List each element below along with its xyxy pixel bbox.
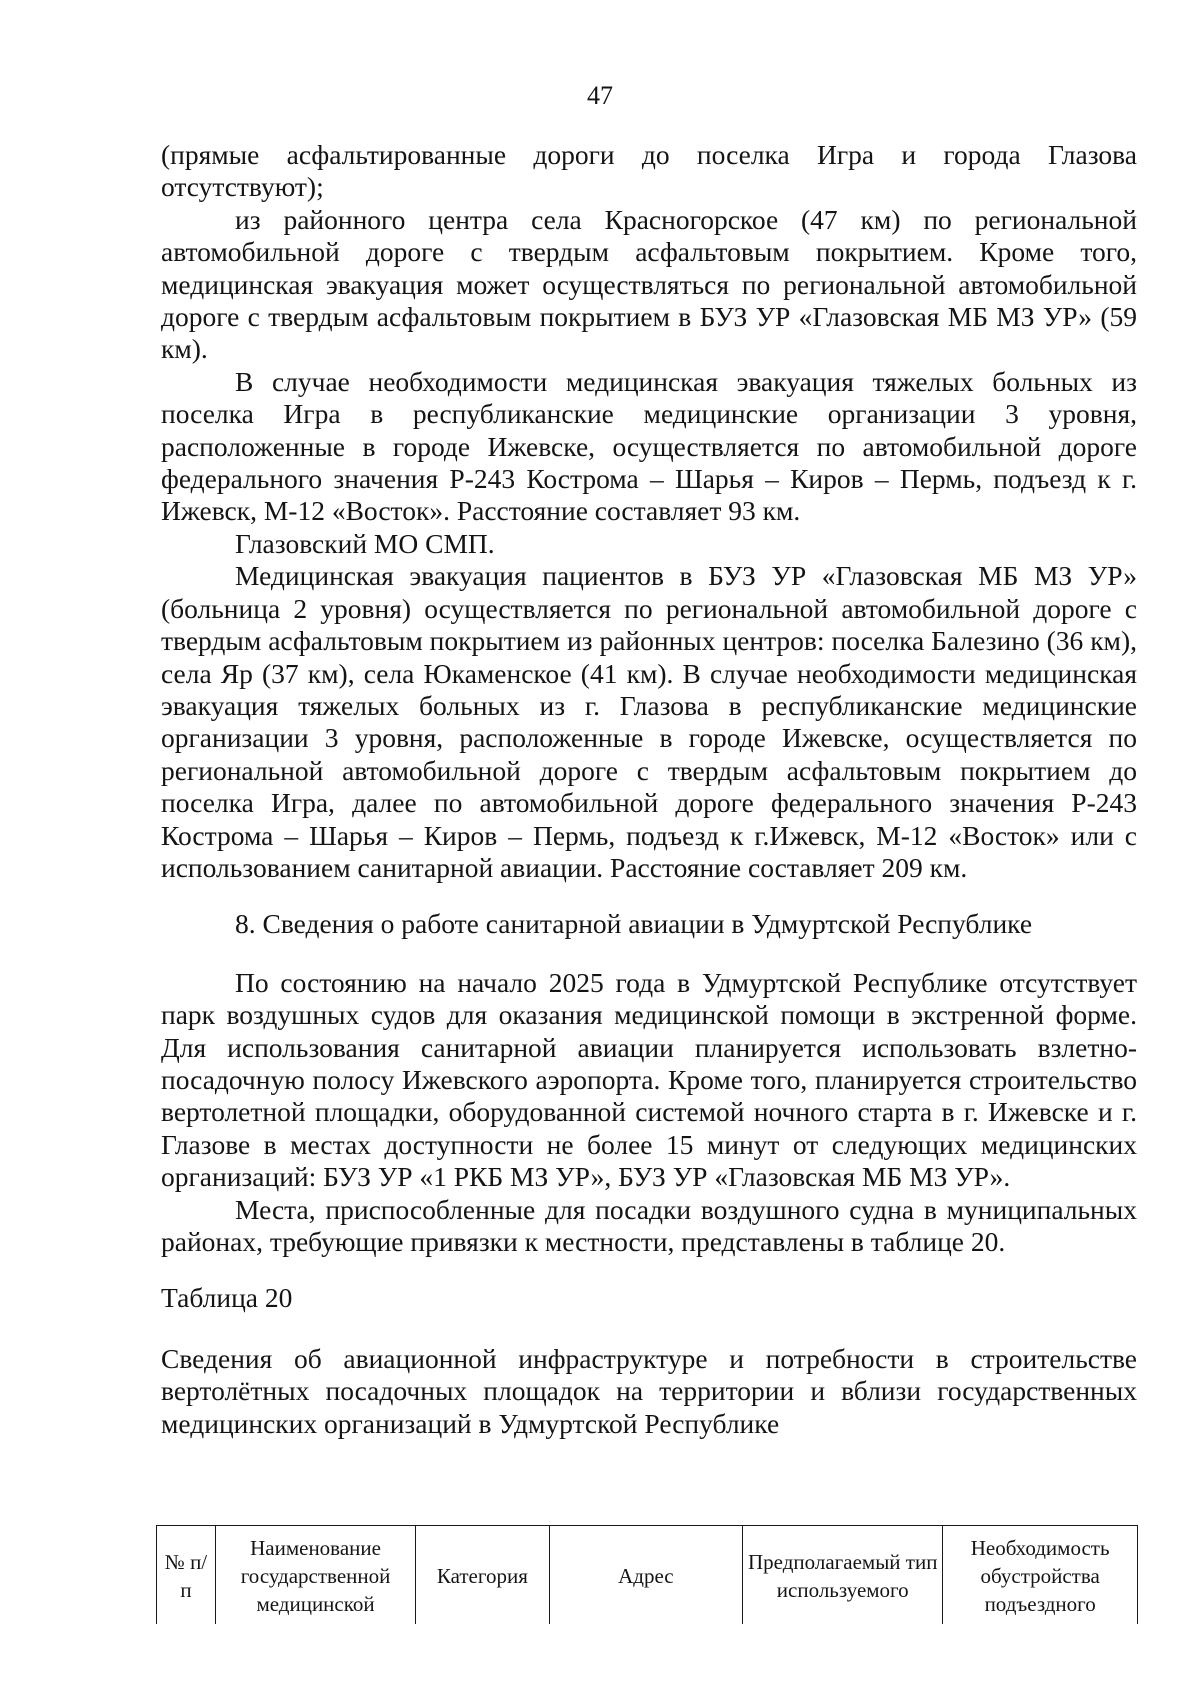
section-heading: 8. Сведения о работе санитарной авиации в Удмуртской Республике [235, 908, 1033, 940]
table-title: Сведения об авиационной инфраструктуре и потребности в строительстве вертолётных посадочных площадок на территории и вблизи государственных медицинских организаций в Удмуртской Республике [161, 1342, 1137, 1439]
table-label: Таблица 20 [161, 1282, 293, 1314]
table-header-cell: Наименование государственной медицинской [215, 1526, 415, 1625]
table-header-cell: Предполагаемый тип используемого [743, 1526, 943, 1625]
paragraph: Медицинская эвакуация пациентов в БУЗ УР «Глазовская МБ МЗ УР» (больница 2 уровня) осуществляется по региональной автомобильной дороге с твердым асфальтовым покрытием из районных центров: поселка Балезино (36 км), села Яр (37 км), села Юкаменское (41 км). В случае необходимости медицинская эвакуация тяжелых больных из г. Глазова в республиканские медицинские организации 3 уровня, расположенные в городе Ижевске, осуществляется по региональной автомобильной дороге с твердым асфальтовым покрытием до поселка Игра, далее по автомобильной дороге федерального значения Р-243 Кострома – Шарья – Киров – Пермь, подъезд к г.Ижевск, М-12 «Восток» или с использованием санитарной авиации. Расстояние составляет 209 км. [161, 560, 1137, 883]
paragraph: (прямые асфальтированные дороги до поселка Игра и города Глазова отсутствуют); [161, 139, 1137, 203]
table-header-row [157, 1526, 1138, 1625]
table-header-cell: Адрес [549, 1526, 743, 1625]
table-header-cell: № п/п [157, 1526, 216, 1625]
paragraph: В случае необходимости медицинская эвакуация тяжелых больных из поселка Игра в республиканские медицинские организации 3 уровня, расположенные в городе Ижевске, осуществляется по автомобильной дороге федерального значения Р-243 Кострома – Шарья – Киров – Пермь, подъезд к г. Ижевск, М-12 «Восток». Расстояние составляет 93 км. [161, 365, 1137, 527]
page-number: 47 [587, 81, 613, 110]
paragraph: По состоянию на начало 2025 года в Удмуртской Республике отсутствует парк воздушных судов для оказания медицинской помощи в экстренной форме. Для использования санитарной авиации планируется использовать взлетно-посадочную полосу Ижевского аэропорта. Кроме того, планируется строительство вертолетной площадки, оборудованной системой ночного старта в г. Ижевске и г. Глазове в местах доступности не более 15 минут от следующих медицинских организаций: БУЗ УР «1 РКБ МЗ УР», БУЗ УР «Глазовская МБ МЗ УР». [161, 966, 1137, 1193]
paragraph: Глазовский МО СМП. [235, 527, 495, 559]
table-header-cell: Категория [416, 1526, 549, 1625]
aviation-infrastructure-table [156, 1525, 1138, 1624]
paragraph: Места, приспособленные для посадки воздушного судна в муниципальных районах, требующие привязки к местности, представлены в таблице 20. [161, 1193, 1137, 1257]
table-container [156, 1525, 1138, 1682]
paragraph: из районного центра села Красногорское (47 км) по региональной автомобильной дороге с твердым асфальтовым покрытием. Кроме того, медицинская эвакуация может осуществляться по региональной автомобильной дороге с твердым асфальтовым покрытием в БУЗ УР «Глазовская МБ МЗ УР» (59 км). [161, 203, 1137, 365]
table-header-cell: Необходимость обустройства подъездного [943, 1526, 1138, 1625]
document-body [161, 139, 1137, 1440]
